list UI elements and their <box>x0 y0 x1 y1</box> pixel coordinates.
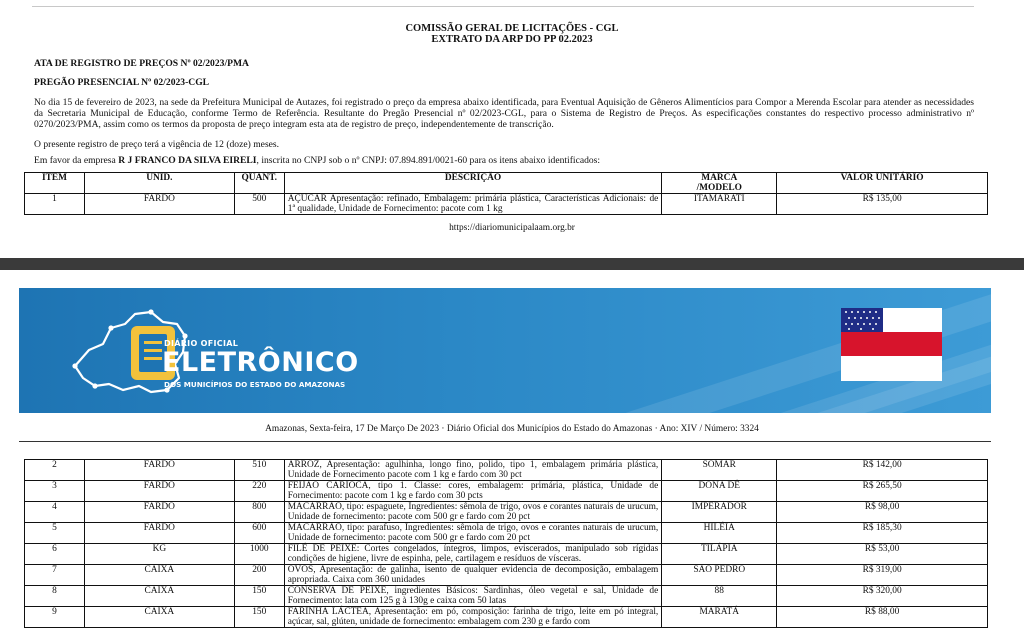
source-url: https://diariomunicipalaam.org.br <box>449 223 575 233</box>
cell-item: 5 <box>25 523 85 544</box>
banner-main-title: ELETRÔNICO <box>162 347 359 378</box>
header-quant: QUANT. <box>234 173 284 194</box>
cell-marca: SOMAR <box>662 460 777 481</box>
cell-valor: R$ 135,00 <box>777 194 988 215</box>
table-row <box>25 607 988 628</box>
cell-descricao: CONSERVA DE PEIXE, ingredientes Básicos: Sardinhas, óleo vegetal e sal, Unidade de Fornecimento: lata com 125 g à 130g e caixa com 50 latas <box>284 586 662 607</box>
cell-marca: MARATÁ <box>662 607 777 628</box>
cell-descricao: MACARRÃO, tipo: espaguete, Ingredientes: sêmola de trigo, ovos e corantes naturais de urucum, Unidade de fornecimento: pacote com 500 gr e fardo com 20 pct <box>284 502 662 523</box>
cell-valor: R$ 142,00 <box>777 460 988 481</box>
favor-prefix: Em favor da empresa <box>34 155 119 166</box>
cell-unid: FARDO <box>84 194 234 215</box>
table-row <box>25 523 988 544</box>
cell-marca: SÃO PEDRO <box>662 565 777 586</box>
favor-suffix: , inscrita no CNPJ sob o nº CNPJ: 07.894.891/0021-60 para os itens abaixo identificados: <box>256 155 601 166</box>
cell-descricao: FEIJÃO CARIOCA, tipo 1. Classe: cores, embalagem: primária, plástica, Unidade de Fornecimento: pacote com 1 kg e fardo com 30 pcts <box>284 481 662 502</box>
items-table-page-1 <box>24 172 988 215</box>
cell-marca: ITAMARATI <box>662 194 777 215</box>
cell-unid: CAIXA <box>84 565 234 586</box>
cell-unid: FARDO <box>84 502 234 523</box>
cell-quant: 1000 <box>234 544 284 565</box>
header-item: ITEM <box>25 173 85 194</box>
cell-item: 3 <box>25 481 85 502</box>
amazonas-flag-icon <box>841 308 942 381</box>
cell-item: 1 <box>25 194 85 215</box>
diario-banner <box>19 288 991 413</box>
cell-marca: HILÉIA <box>662 523 777 544</box>
banner-subtitle: DOS MUNICÍPIOS DO ESTADO DO AMAZONAS <box>164 380 346 389</box>
header-marca-line2: /MODELO <box>696 183 742 193</box>
cell-item: 7 <box>25 565 85 586</box>
cell-valor: R$ 265,50 <box>777 481 988 502</box>
vigencia-text: O presente registro de preço terá a vigência de 12 (doze) meses. <box>34 139 280 150</box>
favor-text <box>34 155 974 166</box>
header-marca <box>662 173 777 194</box>
header-marca-line1: MARCA <box>701 173 738 183</box>
cell-descricao: ARROZ, Apresentação: agulhinha, longo fino, polido, tipo 1, embalagem primária plástica, Unidade de Fornecimento pacote com 1 kg e fardo com 30 pct <box>284 460 662 481</box>
cell-unid: FARDO <box>84 460 234 481</box>
table-row <box>25 460 988 481</box>
cell-valor: R$ 53,00 <box>777 544 988 565</box>
cell-quant: 150 <box>234 607 284 628</box>
cell-unid: FARDO <box>84 481 234 502</box>
cell-quant: 600 <box>234 523 284 544</box>
cell-descricao: OVOS, Apresentação: de galinha, isento de qualquer evidencia de decomposição, embalagem apropriada. Caixa com 360 unidades <box>284 565 662 586</box>
dateline-rule <box>19 441 991 442</box>
cell-valor: R$ 98,00 <box>777 502 988 523</box>
cell-marca: IMPERADOR <box>662 502 777 523</box>
table-row <box>25 565 988 586</box>
cell-marca: 88 <box>662 586 777 607</box>
ata-heading: ATA DE REGISTRO DE PREÇOS Nº 02/2023/PMA <box>34 58 249 69</box>
table-row <box>25 502 988 523</box>
items-table-page-2 <box>24 459 988 628</box>
cell-unid: CAIXA <box>84 607 234 628</box>
cell-descricao: AÇUCAR Apresentação: refinado, Embalagem: primária plástica, Características Adicionais: de 1ª qualidade, Unidade de Fornecimento: pacote com 1 kg <box>284 194 662 215</box>
cell-item: 4 <box>25 502 85 523</box>
extract-title: EXTRATO DA ARP DO PP 02.2023 <box>431 34 593 45</box>
document-page-2 <box>0 270 1024 643</box>
body-paragraph: No dia 15 de fevereiro de 2023, na sede da Prefeitura Municipal de Autazes, foi registrado o preço da empresa abaixo identificada, para Eventual Aquisição de Gêneros Alimentícios para Compor a Merenda Escolar para atender as necessidades da Secretaria Municipal de Educação, conforme Termo de Referência. Resultante do Pregão Presencial nº 02/2023-CGL, para o Sistema de Registro de Preços. As especificações constantes do respectivo processo administrativo nº 0270/2023/PMA, assim como os termos da proposta de preço integram esta ata de registro de preço, independentemente de transcrição. <box>34 97 974 130</box>
cell-item: 2 <box>25 460 85 481</box>
cell-quant: 500 <box>234 194 284 215</box>
cell-item: 6 <box>25 544 85 565</box>
cell-unid: CAIXA <box>84 586 234 607</box>
cell-marca: TILÁPIA <box>662 544 777 565</box>
cell-valor: R$ 185,30 <box>777 523 988 544</box>
cell-quant: 200 <box>234 565 284 586</box>
pregao-heading: PREGÃO PRESENCIAL Nº 02/2023-CGL <box>34 77 210 88</box>
page-separator <box>0 258 1024 270</box>
table-row <box>25 481 988 502</box>
table-row <box>25 586 988 607</box>
cell-quant: 510 <box>234 460 284 481</box>
cell-unid: FARDO <box>84 523 234 544</box>
cell-marca: DONA DÊ <box>662 481 777 502</box>
cell-item: 8 <box>25 586 85 607</box>
page-top-rule <box>32 6 974 7</box>
banner-small-title: DIÁRIO OFICIAL <box>164 339 239 348</box>
cell-valor: R$ 319,00 <box>777 565 988 586</box>
header-descricao: DESCRIÇÃO <box>284 173 662 194</box>
cell-descricao: MACARRÃO, tipo: parafuso, Ingredientes: sêmola de trigo, ovos e corantes naturais de urucum, Unidade de fornecimento: pacote com 500 gr e fardo com 20 pct <box>284 523 662 544</box>
publication-dateline: Amazonas, Sexta-feira, 17 De Março De 2023 · Diário Oficial dos Municípios do Estado do Amazonas · Ano: XIV / Número: 3324 <box>265 424 759 434</box>
cell-quant: 150 <box>234 586 284 607</box>
document-page-1 <box>0 0 1024 255</box>
table-row <box>25 194 988 215</box>
cell-item: 9 <box>25 607 85 628</box>
cell-quant: 800 <box>234 502 284 523</box>
table-header-row <box>25 173 988 194</box>
header-unid: UNID. <box>84 173 234 194</box>
cell-valor: R$ 320,00 <box>777 586 988 607</box>
header-valor: VALOR UNITÁRIO <box>777 173 988 194</box>
cell-unid: KG <box>84 544 234 565</box>
company-name: R J FRANCO DA SILVA EIRELI <box>118 155 257 166</box>
commission-title: COMISSÃO GERAL DE LICITAÇÕES - CGL <box>405 23 619 34</box>
cell-descricao: FILÉ DE PEIXE: Cortes congelados, íntegros, limpos, eviscerados, manipulado sob rígidas condições de higiene, livre de espinha, pele, cartilagem e resíduos de vísceras. <box>284 544 662 565</box>
cell-quant: 220 <box>234 481 284 502</box>
table-row <box>25 544 988 565</box>
cell-descricao: FARINHA LÁCTEA, Apresentação: em pó, composição: farinha de trigo, leite em pó integral, açúcar, sal, glúten, unidade de fornecimento: embalagem com 230 g e fardo com <box>284 607 662 628</box>
cell-valor: R$ 88,00 <box>777 607 988 628</box>
